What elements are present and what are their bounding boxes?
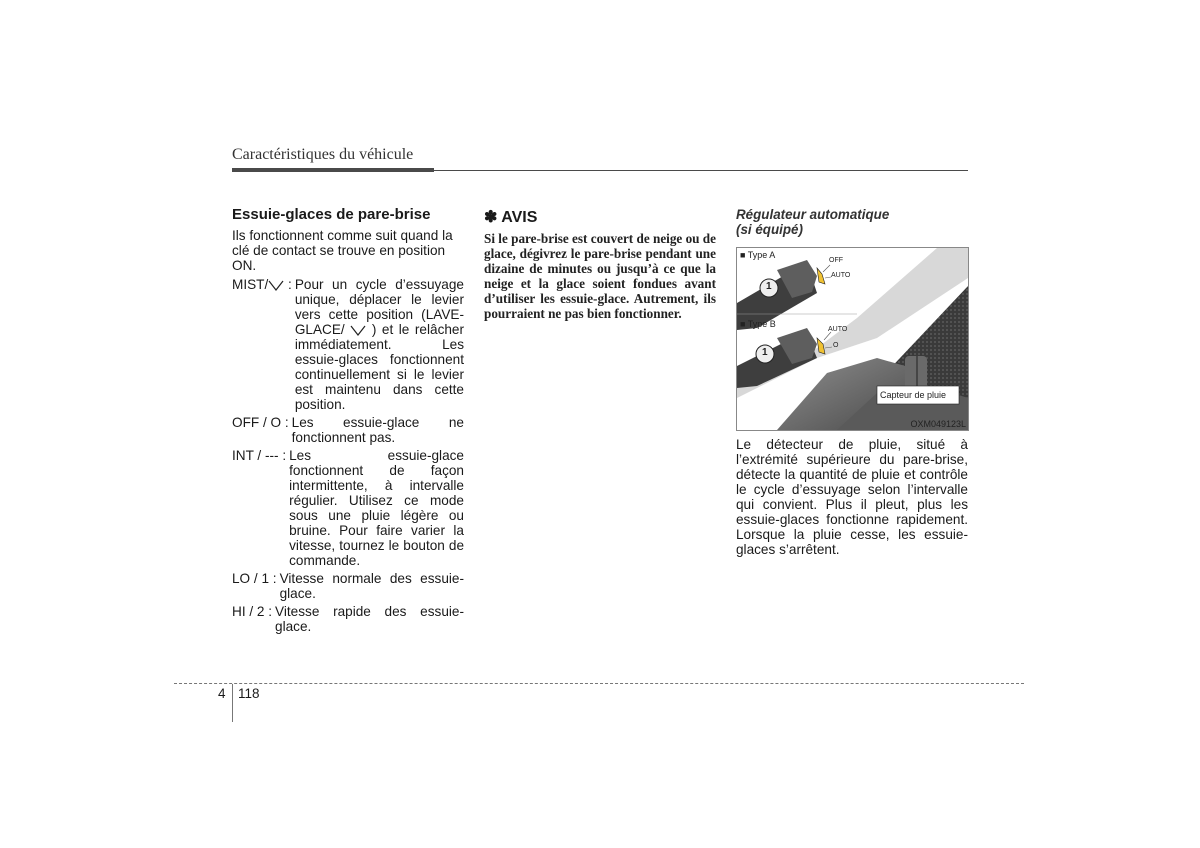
term-lo [232, 571, 464, 601]
term-off [232, 415, 464, 445]
notice-section [484, 207, 716, 321]
page-number: 118 [238, 686, 260, 701]
header-rule-thick [232, 168, 434, 172]
term-mist [232, 277, 464, 412]
term-key: HI / 2 : [232, 604, 273, 619]
chevron-down-icon [268, 280, 284, 291]
term-mist-value [295, 277, 464, 412]
term-value: Les essuie-glace ne fonctionnent pas. [291, 415, 464, 445]
off-label: OFF [829, 257, 843, 264]
term-mist-prefix: MIST/ [232, 277, 269, 292]
term-value: Vitesse normale des essuie-glace. [279, 571, 464, 601]
chevron-down-icon [350, 325, 366, 336]
wipers-section [232, 207, 464, 634]
footer-dashed-rule [174, 683, 1024, 684]
term-int [232, 448, 464, 568]
footer-vertical-rule [232, 684, 233, 722]
term-mist-key [232, 277, 295, 412]
auto-control-heading-line1: Régulateur automatique [736, 207, 890, 222]
term-value: Les essuie-glace fonctionnent de façon intermittente, à intervalle régulier. Utilisez ce mode sous une pluie légère ou bruine. Pour faire varier la vitesse, tournez le bouton de commande. [289, 448, 464, 568]
callout-b: 1 [762, 347, 768, 358]
term-mist-desc-a: Pour un cycle d’essuyage unique, déplacer le levier vers cette position (LAVE-GLACE/ [294, 277, 464, 337]
auto-control-heading-line2: (si équipé) [736, 222, 803, 237]
wipers-intro: Ils fonctionnent comme suit quand la clé de contact se trouve en position ON. [232, 228, 453, 273]
term-key: INT / --- : [232, 448, 287, 463]
o-label: O [833, 342, 839, 349]
term-key: LO / 1 : [232, 571, 277, 586]
term-key: OFF / O : [232, 415, 289, 430]
term-hi [232, 604, 464, 634]
auto-a-label: AUTO [831, 272, 851, 279]
term-mist-colon: : [284, 277, 292, 292]
term-value: Vitesse rapide des essuie-glace. [275, 604, 464, 634]
notice-text: Si le pare-brise est couvert de neige ou de glace, dégivrez le pare-brise pendant une dizaine de minutes ou jusqu’à ce que la neige et la glace soient fondues avant d’utiliser les essuie-glace. Autrement, ils pourraient ne pas bien fonctionner. [484, 231, 716, 321]
auto-b-label: AUTO [828, 326, 848, 333]
callout-a: 1 [766, 281, 772, 292]
term-mist-desc-b: ) et le relâcher immédiatement. Les essuie-glaces fonctionnent continuellement si le levier est maintenu dans cette position. [294, 322, 465, 412]
header-rule-thin [434, 170, 968, 171]
type-b-label: ■ Type B [740, 319, 776, 329]
rain-sensor-text: Le détecteur de pluie, situé à l’extrémité supérieure du pare-brise, détecte la quantité de pluie et contrôle le cycle d’essuyage selon l’intervalle qui convient. Plus il pleut, plus les essuie-glaces fonctionne rapidement. Lorsque la pluie cesse, les essuie-glaces s’arrêtent. [736, 437, 968, 557]
type-a-label: ■ Type A [740, 250, 776, 260]
running-header-title: Caractéristiques du véhicule [232, 146, 414, 163]
chapter-number: 4 [218, 686, 226, 701]
rain-sensor-label: Capteur de pluie [880, 390, 947, 400]
notice-heading: ✽ AVIS [484, 209, 538, 226]
figure-code: OXM049123L [910, 419, 966, 429]
wipers-heading: Essuie-glaces de pare-brise [232, 206, 431, 223]
